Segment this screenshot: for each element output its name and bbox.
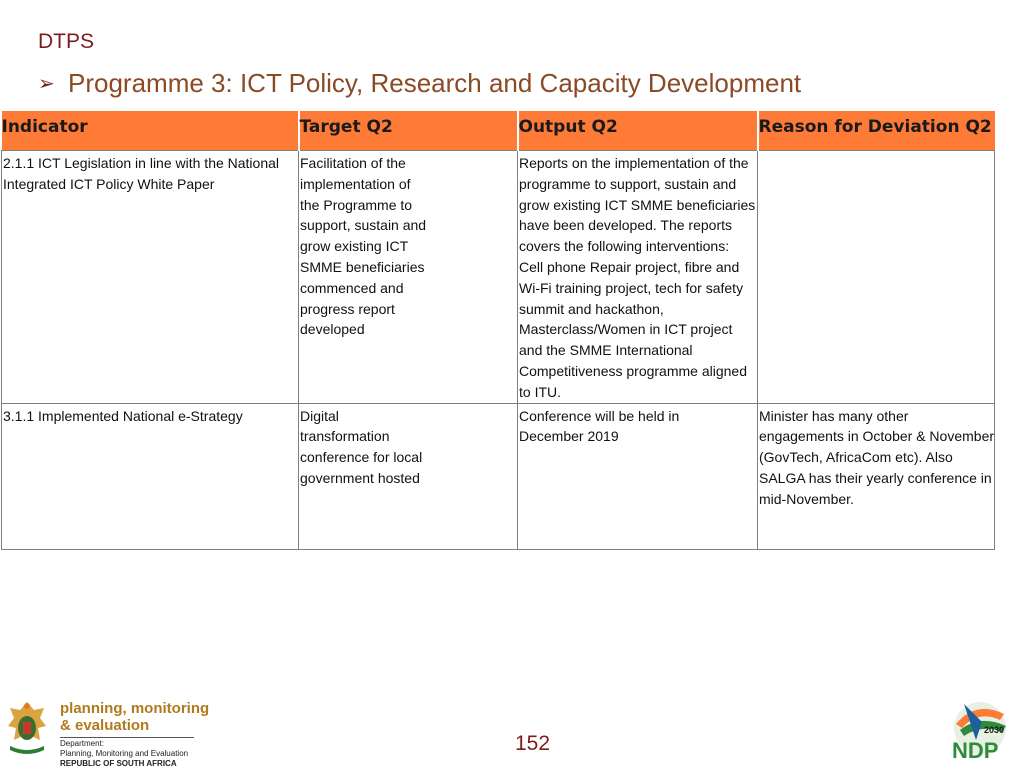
table-row: [2, 151, 995, 404]
pme-logo: [4, 698, 209, 769]
table-row: [2, 403, 995, 549]
arrow-bullet-icon: ➢: [38, 73, 55, 95]
logo-line-2: & evaluation: [60, 717, 150, 734]
organisation-label: DTPS: [38, 30, 95, 53]
reason-cell: Minister has many other engagements in October & November (GovTech, AfricaCom etc). Also SALGA has their yearly conference in mid-November.: [758, 403, 995, 549]
logo-divider: [60, 737, 194, 738]
slide-title: Programme 3: ICT Policy, Research and Capacity Development: [68, 68, 802, 98]
logo-line-1: planning, monitoring: [60, 700, 210, 717]
ndp-year: 2030: [984, 725, 1005, 735]
table-header-row: [2, 111, 995, 151]
country-name: REPUBLIC OF SOUTH AFRICA: [60, 759, 177, 768]
column-header-reason: Reason for Deviation Q2: [758, 111, 995, 151]
dept-name: Planning, Monitoring and Evaluation: [60, 749, 189, 758]
indicator-table: [1, 111, 995, 550]
column-header-indicator: Indicator: [2, 111, 299, 151]
page-number: 152: [515, 732, 551, 755]
ndp-logo: [946, 700, 1012, 762]
ndp-wordmark: NDP: [952, 738, 999, 762]
output-cell: Conference will be held in December 2019: [518, 403, 758, 549]
coat-of-arms-icon: [4, 698, 50, 760]
target-cell: Facilitation of the implementation of the Programme to support, sustain and grow existing ICT SMME beneficiaries commenced and progress report developed: [299, 151, 518, 404]
target-cell: Digital transformation conference for local government hosted: [299, 403, 518, 549]
indicator-cell: 3.1.1 Implemented National e-Strategy: [2, 403, 299, 549]
column-header-target: Target Q2: [299, 111, 518, 151]
slide-title-row: [38, 68, 801, 99]
output-cell: Reports on the implementation of the programme to support, sustain and grow existing ICT SMME beneficiaries have been developed. The reports covers the following interventions: Cell phone Repair project, fibre and Wi-Fi training project, tech for safety summit and hackathon, Masterclass/Women in ICT project and the SMME International Competitiveness programme aligned to ITU.: [518, 151, 758, 404]
indicator-cell: 2.1.1 ICT Legislation in line with the National Integrated ICT Policy White Paper: [2, 151, 299, 404]
reason-cell: [758, 151, 995, 404]
column-header-output: Output Q2: [518, 111, 758, 151]
dept-label: Department:: [60, 739, 105, 748]
